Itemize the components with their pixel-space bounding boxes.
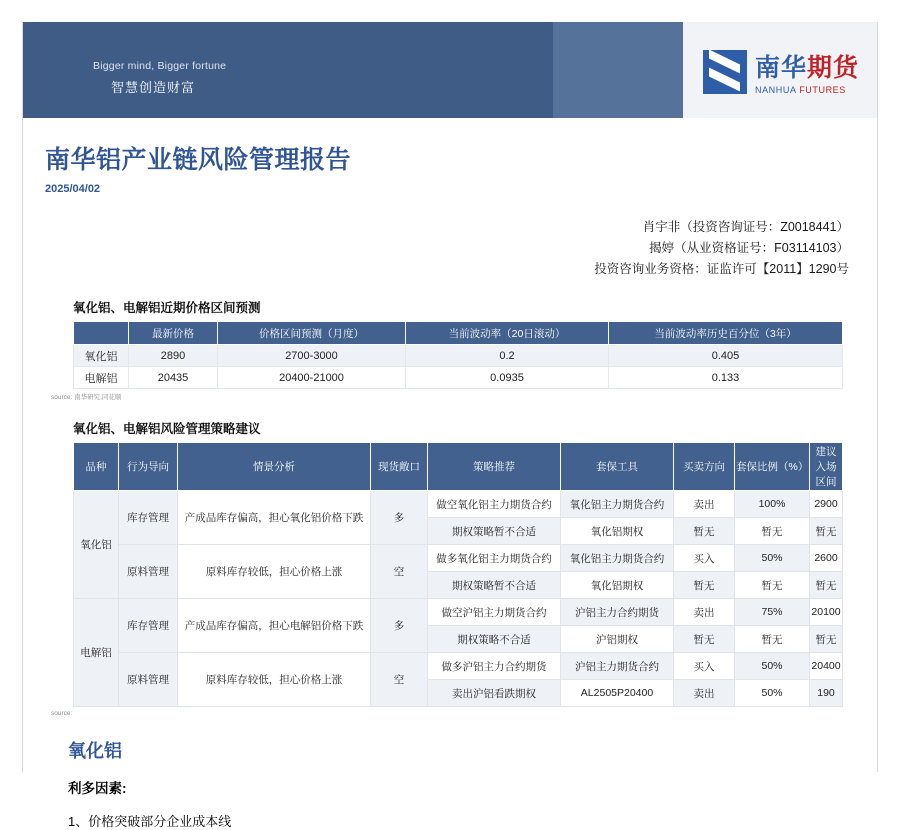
cell-latest-price: 2890	[129, 345, 218, 367]
table-row	[74, 345, 843, 367]
col-header-latest-price: 最新价格	[129, 322, 218, 345]
cell-scenario: 原料库存较低，担心价格上涨	[178, 653, 371, 707]
col-header-direction: 买卖方向	[674, 443, 735, 491]
content-heading: 氧化铝	[68, 741, 122, 761]
author-line-1: 肖宇非（投资咨询证号：Z0018441）	[642, 220, 849, 234]
cell-entry-range: 2600	[810, 545, 843, 572]
cell-ratio: 暂无	[735, 518, 810, 545]
cell-strategy: 做空沪铝主力期货合约	[428, 599, 561, 626]
cell-latest-price: 20435	[129, 367, 218, 389]
cell-ratio: 100%	[735, 491, 810, 518]
cell-orientation: 原料管理	[119, 653, 178, 707]
cell-direction: 买入	[674, 653, 735, 680]
col-header-variety: 品种	[74, 443, 119, 491]
logo-mark-icon	[703, 50, 747, 94]
cell-strategy: 做多氧化铝主力期货合约	[428, 545, 561, 572]
page-title: 南华铝产业链风险管理报告	[45, 146, 352, 174]
cell-instrument: 氧化铝期权	[561, 572, 674, 599]
cell-orientation: 库存管理	[119, 491, 178, 545]
table-header-row	[74, 443, 843, 491]
col-header-ratio: 套保比例（%）	[735, 443, 810, 491]
title-block	[23, 118, 877, 195]
cell-strategy: 做多沪铝主力合约期货	[428, 653, 561, 680]
logo-cn-part1: 南华	[754, 54, 807, 82]
cell-direction: 暂无	[674, 572, 735, 599]
logo-text	[755, 48, 859, 95]
cell-direction: 买入	[674, 545, 735, 572]
company-logo	[703, 48, 859, 95]
cell-direction: 暂无	[674, 518, 735, 545]
cell-entry-range: 暂无	[810, 572, 843, 599]
cell-instrument: AL2505P20400	[561, 680, 674, 707]
col-header-volatility: 当前波动率（20日滚动）	[406, 322, 609, 345]
cell-vol-percentile: 0.133	[609, 367, 843, 389]
col-header-entry-range: 建议入场区间	[810, 443, 843, 491]
cell-strategy: 卖出沪铝看跌期权	[428, 680, 561, 707]
cell-ratio: 50%	[735, 653, 810, 680]
banner-left-block	[23, 22, 553, 118]
col-header-exposure: 现货敞口	[371, 443, 428, 491]
cell-direction: 卖出	[674, 599, 735, 626]
page-banner	[23, 22, 877, 118]
cell-direction: 卖出	[674, 491, 735, 518]
content-subheading: 利多因素:	[68, 781, 127, 796]
cell-exposure: 空	[371, 653, 428, 707]
cell-entry-range: 2900	[810, 491, 843, 518]
report-date: 2025/04/02	[45, 183, 101, 195]
col-header-vol-percentile: 当前波动率历史百分位（3年）	[609, 322, 843, 345]
cell-ratio: 75%	[735, 599, 810, 626]
cell-instrument: 氧化铝主力期货合约	[561, 491, 674, 518]
cell-entry-range: 20400	[810, 653, 843, 680]
slogan-english: Bigger mind, Bigger fortune	[93, 60, 227, 72]
cell-volatility: 0.0935	[406, 367, 609, 389]
col-header-blank	[74, 322, 129, 345]
cell-instrument: 氧化铝期权	[561, 518, 674, 545]
col-header-range-forecast: 价格区间预测（月度）	[218, 322, 406, 345]
table-row	[74, 653, 843, 680]
col-header-strategy: 策略推荐	[428, 443, 561, 491]
cell-exposure: 多	[371, 491, 428, 545]
cell-variety: 电解铝	[74, 367, 129, 389]
cell-strategy: 期权策略暂不合适	[428, 518, 561, 545]
cell-orientation: 库存管理	[119, 599, 178, 653]
slogan-chinese: 智慧创造财富	[111, 80, 196, 95]
cell-variety: 氧化铝	[74, 345, 129, 367]
logo-cn-part2: 期货	[806, 54, 859, 82]
cell-vol-percentile: 0.405	[609, 345, 843, 367]
cell-strategy: 期权策略暂不合适	[428, 572, 561, 599]
col-header-scenario: 情景分析	[178, 443, 371, 491]
cell-instrument: 沪铝主力期货合约	[561, 653, 674, 680]
banner-mid-block	[553, 22, 683, 118]
source-note-1: source: 南华研究,同花顺	[51, 394, 122, 401]
cell-ratio: 50%	[735, 680, 810, 707]
authors-block	[23, 217, 877, 280]
cell-variety: 氧化铝	[74, 491, 119, 599]
cell-instrument: 氧化铝主力期货合约	[561, 545, 674, 572]
cell-scenario: 原料库存较低，担心价格上涨	[178, 545, 371, 599]
cell-direction: 卖出	[674, 680, 735, 707]
col-header-orientation: 行为导向	[119, 443, 178, 491]
logo-en-part2: FUTURES	[799, 85, 846, 95]
price-forecast-caption: 氧化铝、电解铝近期价格区间预测	[73, 301, 261, 315]
table-row	[74, 491, 843, 518]
cell-scenario: 产成品库存偏高，担心氧化铝价格下跌	[178, 491, 371, 545]
cell-instrument: 沪铝主力合约期货	[561, 599, 674, 626]
cell-range-forecast: 20400-21000	[218, 367, 406, 389]
cell-variety: 电解铝	[74, 599, 119, 707]
cell-range-forecast: 2700-3000	[218, 345, 406, 367]
content-paragraph: 1、价格突破部分企业成本线	[68, 814, 232, 829]
qualification-line: 投资咨询业务资格：证监许可【2011】1290号	[594, 262, 849, 276]
cell-entry-range: 暂无	[810, 518, 843, 545]
table-row	[74, 367, 843, 389]
price-forecast-table	[73, 321, 843, 389]
cell-orientation: 原料管理	[119, 545, 178, 599]
table-row	[74, 545, 843, 572]
cell-entry-range: 190	[810, 680, 843, 707]
cell-strategy: 期权策略不合适	[428, 626, 561, 653]
strategy-caption: 氧化铝、电解铝风险管理策略建议	[73, 422, 261, 436]
logo-en-part1: NANHUA	[754, 85, 797, 95]
cell-scenario: 产成品库存偏高，担心电解铝价格下跌	[178, 599, 371, 653]
cell-ratio: 暂无	[735, 626, 810, 653]
cell-entry-range: 20100	[810, 599, 843, 626]
strategy-table	[73, 442, 843, 707]
table-header-row	[74, 322, 843, 345]
cell-ratio: 暂无	[735, 572, 810, 599]
table-row	[74, 599, 843, 626]
cell-strategy: 做空氧化铝主力期货合约	[428, 491, 561, 518]
cell-ratio: 50%	[735, 545, 810, 572]
brand-slogan	[93, 60, 226, 96]
cell-volatility: 0.2	[406, 345, 609, 367]
author-line-2: 揭婷（从业资格证号：F03114103）	[649, 241, 849, 255]
cell-exposure: 多	[371, 599, 428, 653]
cell-entry-range: 暂无	[810, 626, 843, 653]
report-page	[22, 22, 878, 829]
cell-direction: 暂无	[674, 626, 735, 653]
banner-right-block	[683, 22, 877, 118]
col-header-instrument: 套保工具	[561, 443, 674, 491]
cell-exposure: 空	[371, 545, 428, 599]
cell-instrument: 沪铝期权	[561, 626, 674, 653]
source-note-2: source:	[51, 710, 73, 717]
